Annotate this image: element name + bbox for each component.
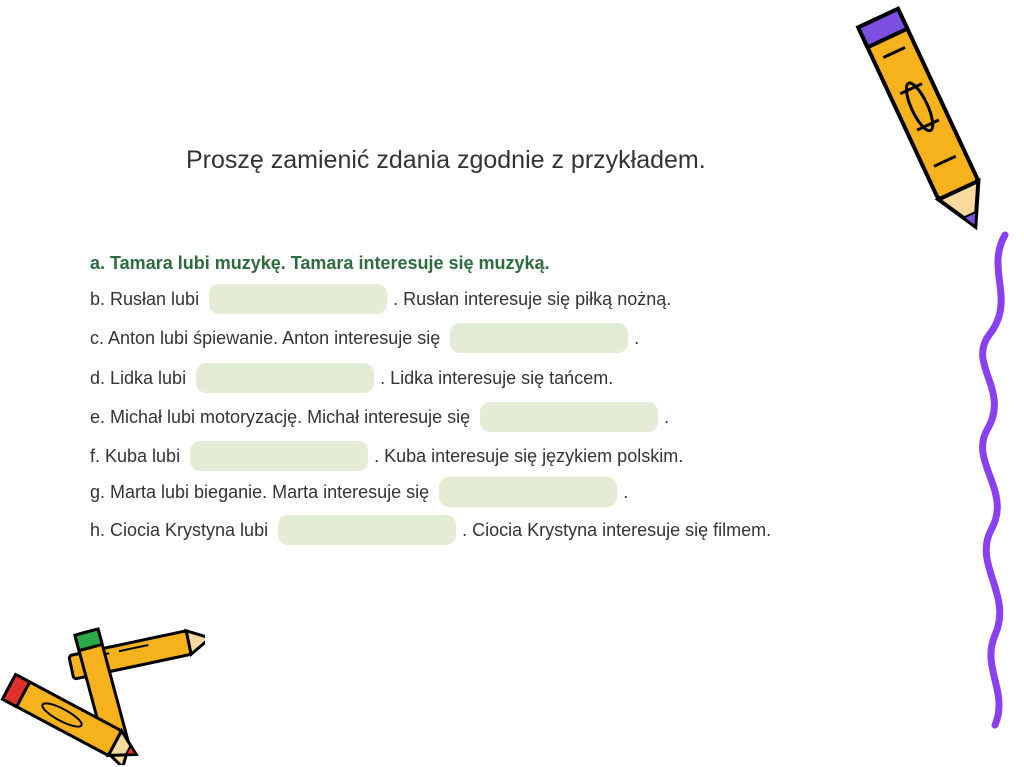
squiggle-border-icon (965, 230, 1024, 730)
sentence-start: b. Rusłan lubi (90, 288, 200, 309)
exercise-item-e (90, 402, 669, 432)
answer-blank-g[interactable] (439, 477, 617, 507)
sentence-end: . (623, 481, 629, 502)
exercise-item-d (90, 363, 613, 393)
answer-blank-e[interactable] (480, 402, 658, 432)
answer-blank-f[interactable] (190, 441, 368, 471)
sentence-end: . (634, 327, 640, 348)
sentence-start: h. Ciocia Krystyna lubi (90, 519, 269, 540)
exercise-item-b (90, 284, 671, 314)
answer-blank-d[interactable] (196, 363, 374, 393)
sentence-end: . Rusłan interesuje się piłką nożną. (393, 288, 672, 309)
answer-blank-h[interactable] (278, 515, 456, 545)
sentence-end: . Kuba interesuje się językiem polskim. (374, 445, 684, 466)
exercise-title: Proszę zamienić zdania zgodnie z przykładem. (186, 146, 706, 174)
sentence-end: . Lidka interesuje się tańcem. (380, 367, 614, 388)
sentence-end: . (664, 406, 670, 427)
sentence-start: f. Kuba lubi (90, 445, 181, 466)
exercise-item-c (90, 323, 639, 353)
crossed-pencils-icon (0, 615, 205, 765)
sentence-end: . Ciocia Krystyna interesuje się filmem. (462, 519, 772, 540)
exercise-item-g (90, 477, 628, 507)
sentence-start: d. Lidka lubi (90, 367, 187, 388)
answer-blank-c[interactable] (450, 323, 628, 353)
answer-blank-b[interactable] (209, 284, 387, 314)
sentence-start: g. Marta lubi bieganie. Marta interesuje się (90, 481, 430, 502)
sentence-start: c. Anton lubi śpiewanie. Anton interesuje się (90, 327, 441, 348)
sentence-start: e. Michał lubi motoryzację. Michał interesuje się (90, 406, 471, 427)
example-sentence: a. Tamara lubi muzykę. Tamara interesuje się muzyką. (90, 252, 550, 273)
exercise-item-h (90, 515, 771, 545)
pencil-icon (850, 0, 1010, 250)
exercise-item-f (90, 441, 683, 471)
